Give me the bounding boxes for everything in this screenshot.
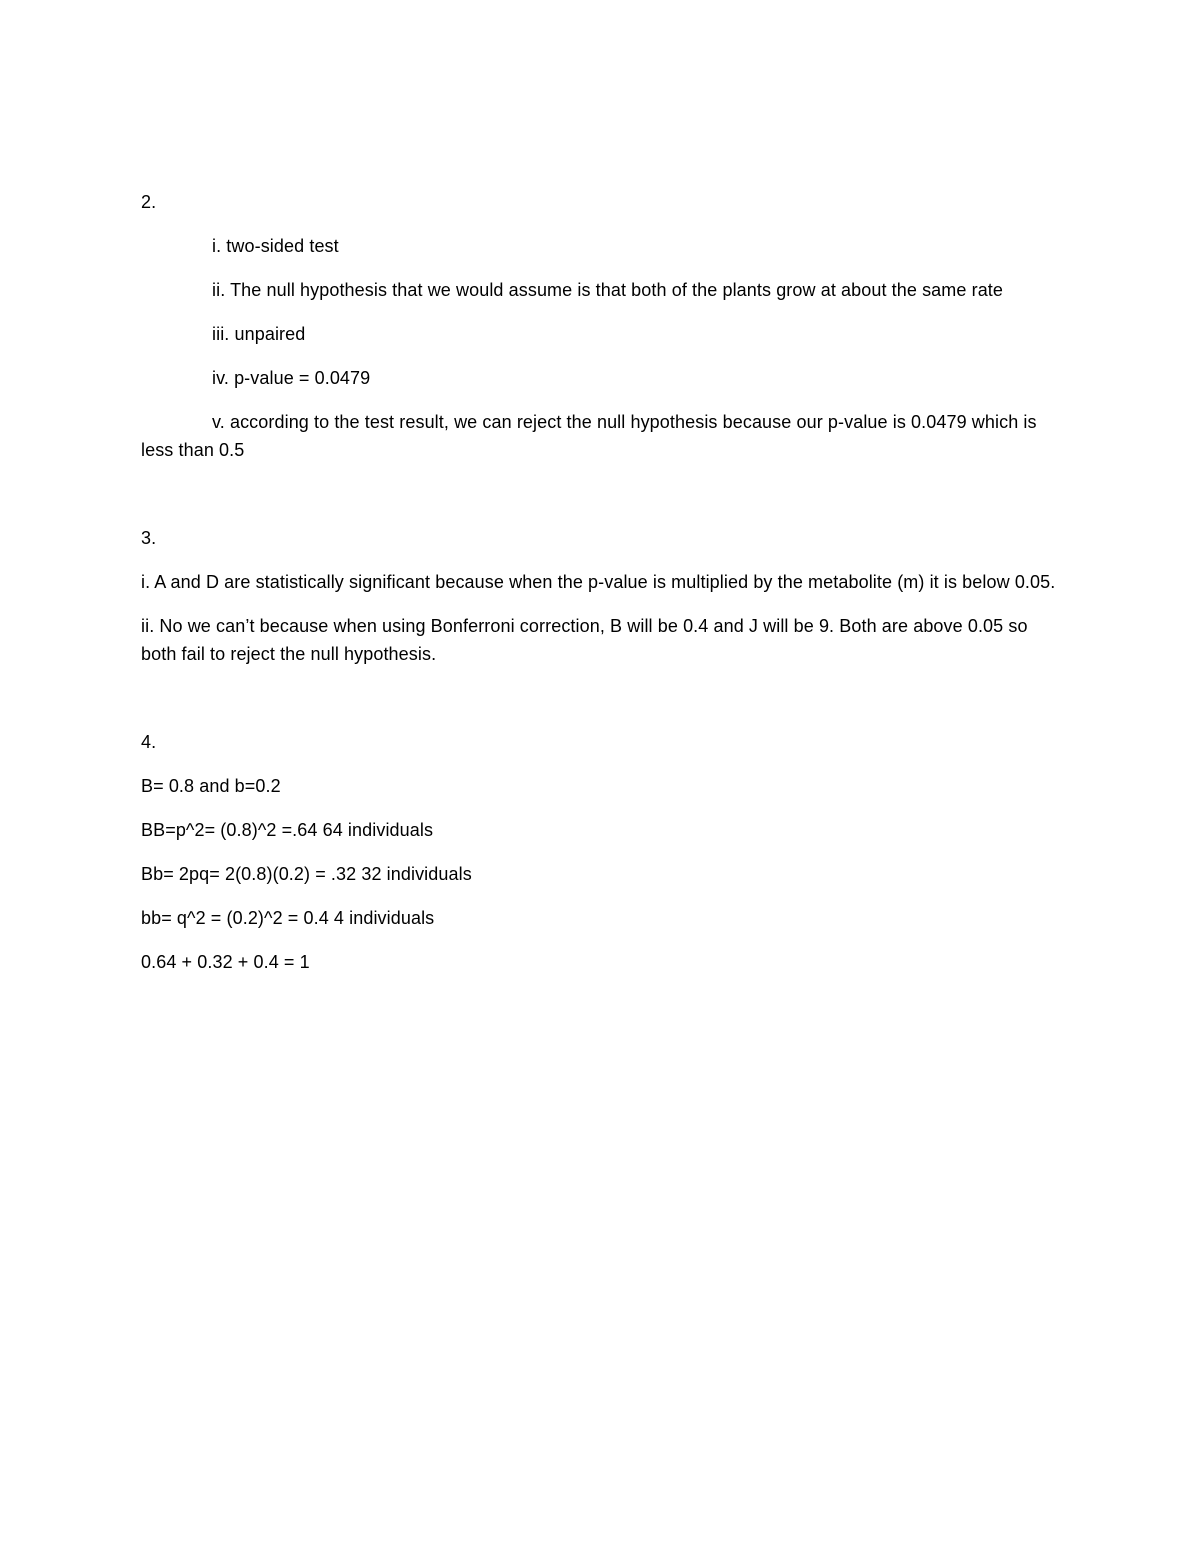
answer-item: BB=p^2= (0.8)^2 =.64 64 individuals <box>141 820 434 840</box>
answer-item: i. two-sided test <box>212 236 339 256</box>
answer-item: ii. The null hypothesis that we would assume is that both of the plants grow at about the same rate <box>212 280 1004 300</box>
answer-item: B= 0.8 and b=0.2 <box>141 776 281 796</box>
answer-item: ii. No we can’t because when using Bonferroni correction, B will be 0.4 and J will be 9. Both are above 0.05 so both fail to reject the null hypothesis. <box>141 616 1028 664</box>
document-content <box>141 188 1061 992</box>
question-4 <box>141 728 1061 976</box>
question-number: 3. <box>141 528 157 548</box>
answer-item: Bb= 2pq= 2(0.8)(0.2) = .32 32 individuals <box>141 864 472 884</box>
answer-item: iv. p-value = 0.0479 <box>212 368 371 388</box>
answer-item: bb= q^2 = (0.2)^2 = 0.4 4 individuals <box>141 908 435 928</box>
answer-item: i. A and D are statistically significant because when the p-value is multiplied by the metabolite (m) it is below 0.05. <box>141 572 1056 592</box>
answer-item: iii. unpaired <box>212 324 306 344</box>
question-2 <box>141 188 1061 464</box>
question-3 <box>141 524 1061 668</box>
question-number: 2. <box>141 192 157 212</box>
question-number: 4. <box>141 732 157 752</box>
answer-item: 0.64 + 0.32 + 0.4 = 1 <box>141 952 310 972</box>
answer-item: v. according to the test result, we can reject the null hypothesis because our p-value is 0.0479 which is less than 0.5 <box>141 412 1037 460</box>
